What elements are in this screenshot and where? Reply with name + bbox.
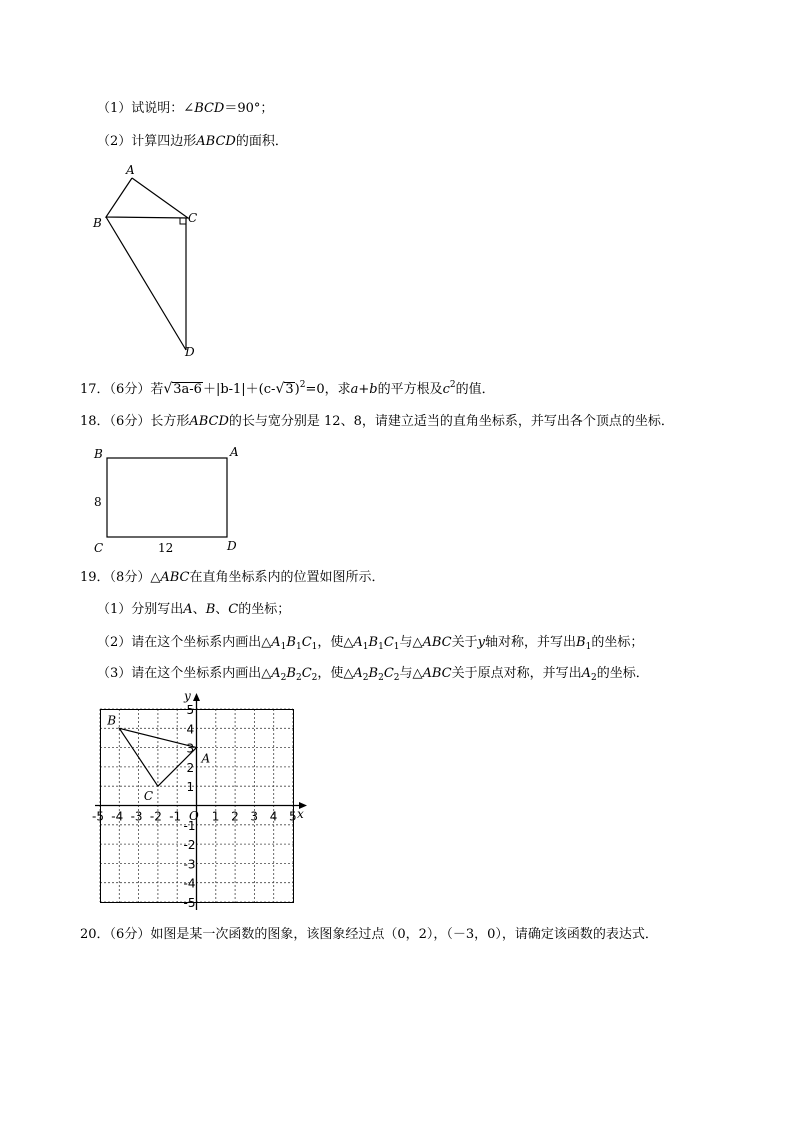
y-tick-label: -1 [183, 818, 196, 833]
q19: 19．（8分）△ABC在直角坐标系内的位置如图所示． [80, 570, 385, 585]
y-tick-label: -5 [183, 896, 196, 910]
q16-part2: （2）计算四边形ABCD的面积． [97, 134, 288, 149]
y-tick-labels [184, 703, 196, 910]
rect-vertex-a: A [230, 445, 239, 459]
x-tick-label: -2 [149, 809, 162, 824]
y-tick-label: -3 [183, 857, 196, 872]
point-label-a: A [201, 751, 211, 766]
quadrilateral-figure [88, 160, 218, 365]
x-tick-label: 3 [250, 809, 259, 824]
x-tick-label: 2 [231, 809, 239, 824]
q19-part3: （3）请在这个坐标系内画出$\triangle A_2B_2C_2$，使$\triangle A_2B_2C_2$与△ABC关于原点对称，并写出$A_2$的坐标． [97, 666, 649, 683]
coordinate-grid [85, 690, 315, 910]
x-tick-label: 1 [211, 809, 220, 824]
q20: 20．（6分）如图是某一次函数的图象，该图象经过点（0，2），（－3，0），请确定该函数的表达式． [80, 927, 658, 942]
y-tick-label: 4 [186, 722, 195, 737]
vertex-c: C [188, 211, 198, 225]
q19-part2: （2）请在这个坐标系内画出$\triangle A_1B_1C_1$，使$\triangle A_1B_1C_1$与△ABC关于y轴对称，并写出$B_1$的坐标； [97, 635, 644, 652]
rect-vertex-d: D [227, 539, 237, 553]
rect-height-label: 8 [94, 495, 102, 509]
y-tick-label: 3 [186, 741, 195, 756]
rect-width-label: 12 [158, 541, 174, 555]
triangle-abc [106, 178, 188, 218]
q17: 17．（6分）若$√3a-6+|b-1|+(c-√3)^2=0$，求a+b的平方根及$c^2$的值． [80, 380, 495, 397]
x-tick-label: 5 [289, 809, 297, 824]
x-tick-label: -1 [169, 809, 182, 824]
vertex-b: B [93, 216, 102, 230]
point-label-c: C [143, 789, 154, 804]
y-tick-label: 5 [186, 703, 195, 717]
y-tick-label: 1 [186, 780, 195, 795]
x-tick-label: -4 [111, 809, 124, 824]
x-axis-label: x [297, 807, 304, 821]
x-tick-label: 4 [269, 809, 278, 824]
rect-vertex-b: B [94, 447, 103, 461]
y-axis-label: y [184, 690, 191, 703]
y-tick-label: -2 [183, 838, 196, 853]
rectangle-figure [88, 440, 248, 560]
vertex-a: A [126, 163, 135, 177]
right-angle-mark [180, 218, 186, 224]
x-tick-label: -3 [130, 809, 143, 824]
x-tick-label: -5 [92, 809, 104, 824]
q18: 18．（6分）长方形ABCD的长与宽分别是 12、8，请建立适当的直角坐标系，并写出各个顶点的坐标． [80, 414, 674, 429]
y-tick-label: 2 [186, 760, 195, 775]
segment-bd [106, 217, 186, 350]
vertex-d: D [185, 345, 195, 359]
y-tick-label: -4 [183, 876, 196, 891]
q16-part1: （1）试说明：∠BCD＝90°； [97, 101, 274, 116]
rect-vertex-c: C [94, 541, 104, 555]
rectangle-abcd [107, 458, 227, 537]
y-axis-arrow [193, 693, 200, 701]
point-label-b: B [107, 713, 117, 728]
origin-label: O [189, 809, 199, 823]
q19-part1: （1）分别写出A、B、C的坐标； [97, 602, 291, 617]
point-labels [106, 713, 210, 803]
